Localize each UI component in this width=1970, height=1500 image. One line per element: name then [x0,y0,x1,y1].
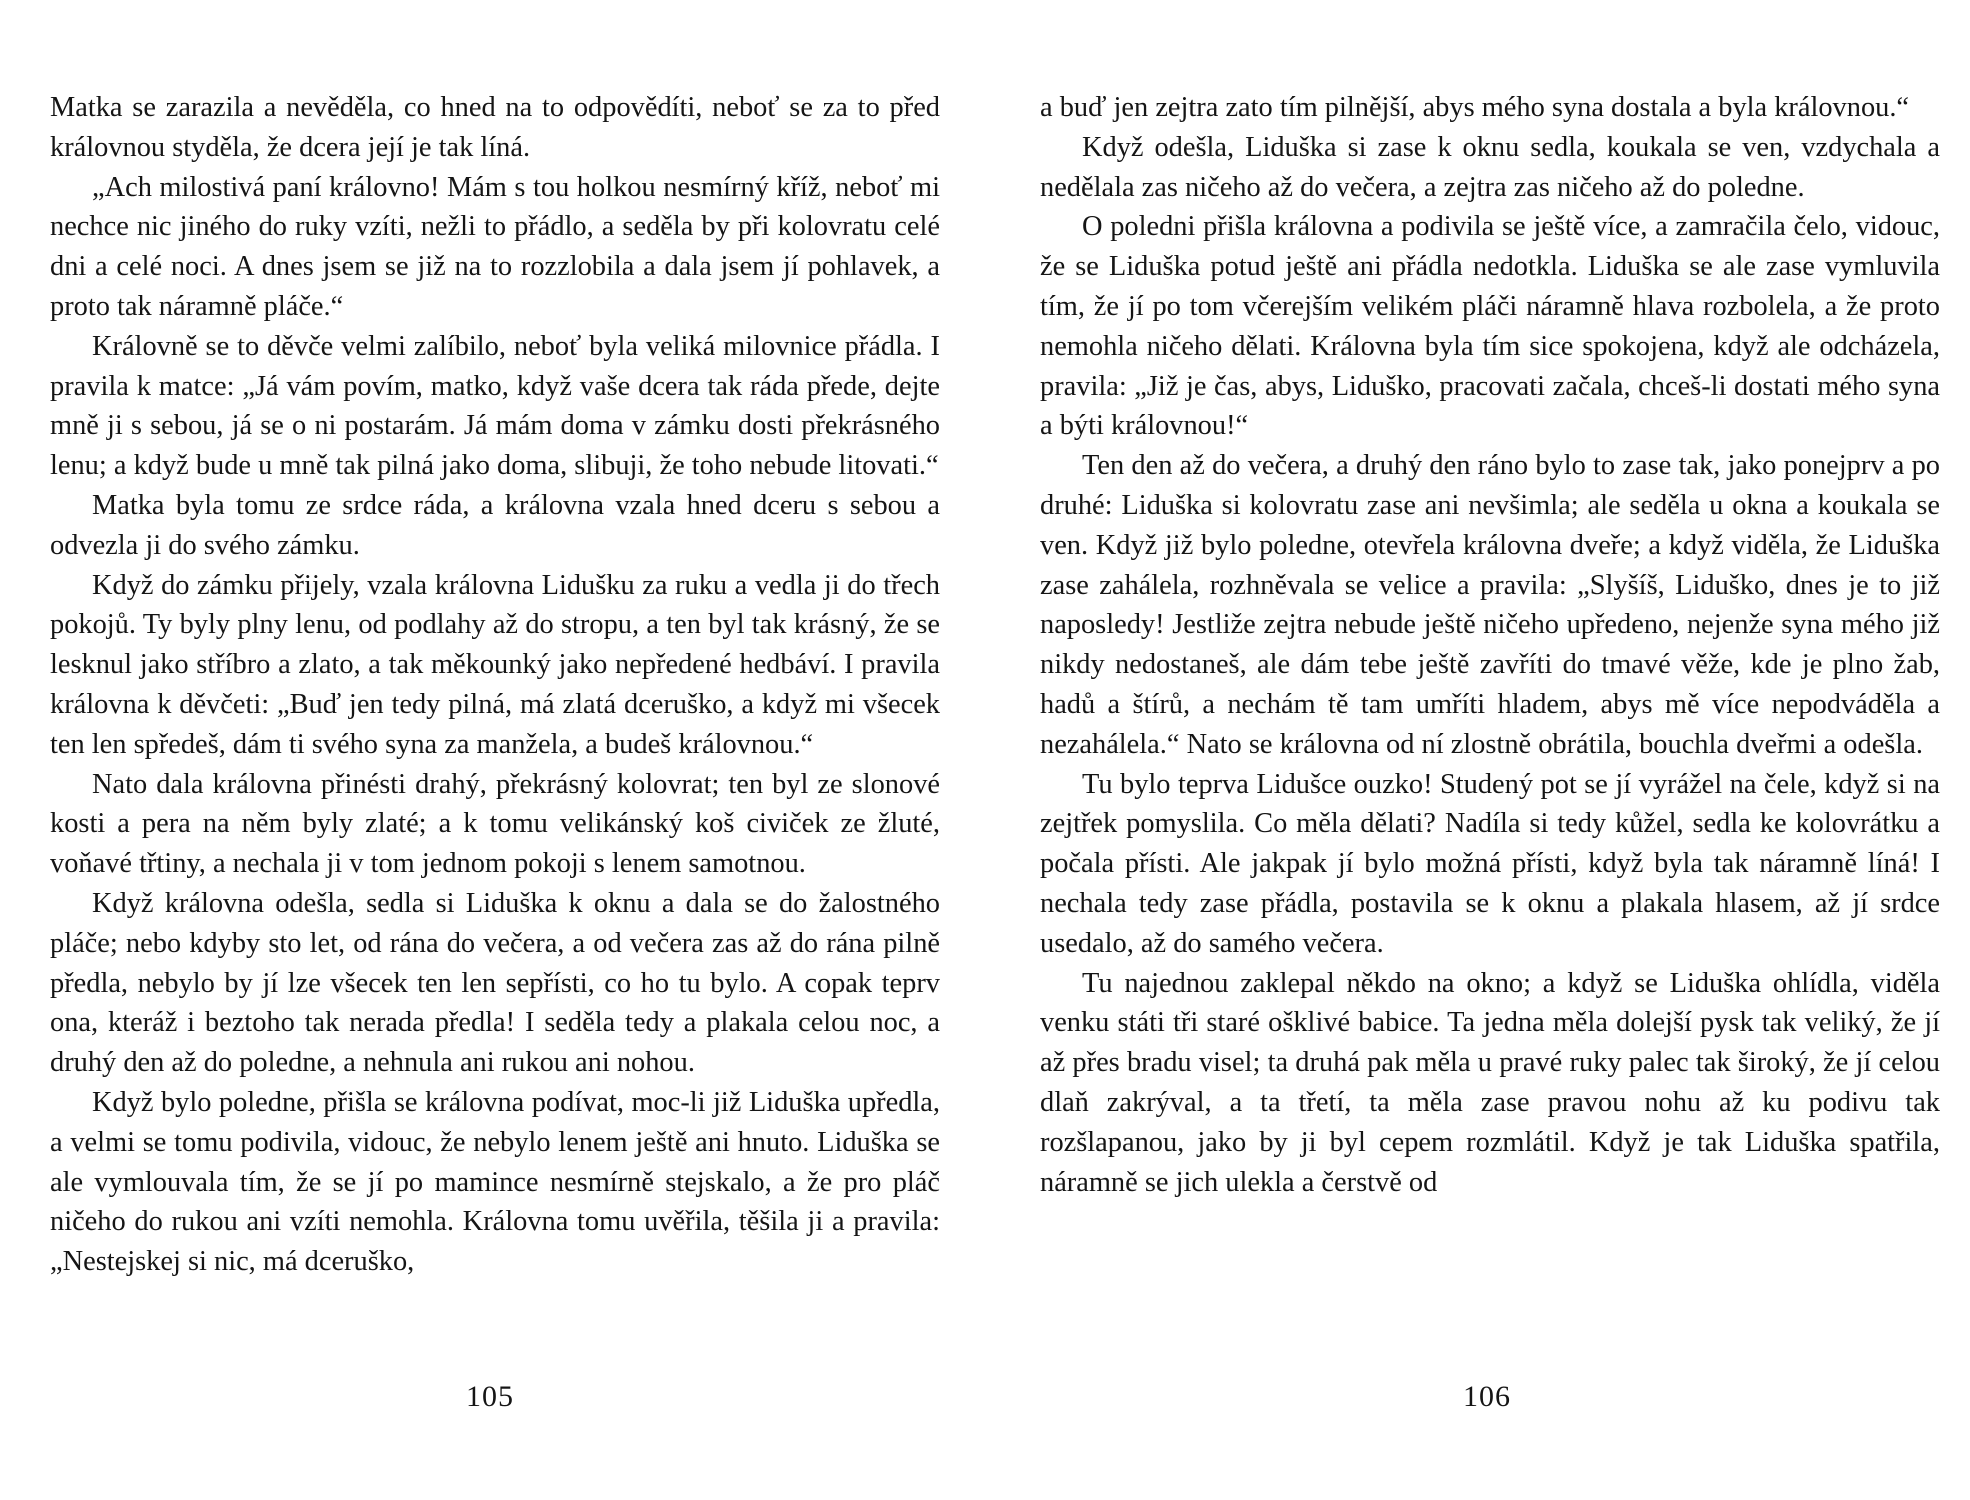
left-page [50,88,940,1388]
paragraph: Když bylo poledne, přišla se královna podívat, moc-li již Liduška upředla, a velmi se tomu podivila, vidouc, že nebylo lenem ještě ani hnuto. Liduška se ale vymlouvala tím, že se jí po mamince nesmírně stejskalo, a že pro pláč ničeho do rukou ani vzíti nemohla. Královna tomu uvěřila, těšila ji a pravila: „Nestejskej si nic, má dceruško, [50,1086,940,1278]
right-page-text [1040,88,1940,1202]
paragraph: Když odešla, Liduška si zase k oknu sedla, koukala se ven, vzdychala a nedělala zas ničeho až do večera, a zejtra zas ničeho až do poledne. [1040,131,1940,203]
paragraph: Tu bylo teprva Lidušce ouzko! Studený pot se jí vyrážel na čele, když si na zejtřek pomyslila. Co měla dělati? Nadíla si tedy kůžel, sedla ke kolovrátku a počala přísti. Ale jakpak jí bylo možná přísti, když byla tak náramně líná! I nechala tedy zase přádla, postavila se k oknu a plakala hlasem, až jí srdce usedalo, až do samého večera. [1040,768,1940,959]
paragraph: Nato dala královna přinésti drahý, překrásný kolovrat; ten byl ze slonové kosti a pera na něm byly zlaté; a k tomu velikánský koš civiček ze žluté, voňavé třtiny, a nechala ji v tom jednom pokoji s lenem samotnou. [50,768,940,880]
paragraph: Matka byla tomu ze srdce ráda, a královna vzala hned dceru s sebou a odvezla ji do svého zámku. [50,489,940,561]
paragraph: O poledni přišla královna a podivila se ještě více, a zamračila čelo, vidouc, že se Liduška potud ještě ani přádla nedotkla. Liduška se ale zase vymluvila tím, že jí po tom včerejším velikém pláči náramně hlava rozbolela, a že proto nemohla ničeho dělati. Královna byla tím sice spokojena, když ale odcházela, pravila: „Již je čas, abys, Liduško, pracovati začala, chceš-li dostati mého syna a býti královnou!“ [1040,211,1940,442]
paragraph: Ten den až do večera, a druhý den ráno bylo to zase tak, jako ponejprv a po druhé: Liduška si kolovratu zase ani nevšimla; ale seděla u okna a koukala se ven. Když již bylo poledne, otevřela královna dveře; a když viděla, že Liduška zase zahálela, rozhněvala se velice a pravila: „Slyšíš, Liduško, dnes je to již naposledy! Jestliže zejtra nebude ještě ničeho upředeno, nejenže syna mého již nikdy nedostaneš, ale dám tebe ještě zavříti do tmavé věže, kde je plno žab, hadů a štírů, a nechám tě tam umříti hladem, abys mě více nepodváděla a nezahálela.“ Nato se královna od ní zlostně obrátila, bouchla dveřmi a odešla. [1040,450,1940,760]
paragraph: Tu najednou zaklepal někdo na okno; a když se Liduška ohlídla, viděla venku státi tři staré ošklivé babice. Ta jedna měla dolejší pysk tak veliký, že jí až přes bradu visel; ta druhá pak měla u pravé ruky palec tak široký, že jí celou dlaň zakrýval, a ta třetí, ta měla zase pravou nohu až ku podivu tak rozšlapanou, jako by ji byl cepem rozmlátil. Když je tak Liduška spatřila, náramně se jich ulekla a čerstvě od [1040,967,1940,1198]
page-number-left: 105 [466,1380,514,1413]
page-number-right: 106 [1463,1380,1511,1413]
paragraph: Když do zámku přijely, vzala královna Lidušku za ruku a vedla ji do třech pokojů. Ty byly plny lenu, od podlahy až do stropu, a ten byl tak krásný, že se lesknul jako stříbro a zlato, a tak měkounký jako nepředené hedbáví. I pravila královna k děvčeti: „Buď jen tedy pilná, má zlatá dceruško, a když mi všecek ten len spředeš, dám ti svého syna za manžela, a budeš královnou.“ [50,569,940,760]
paragraph: „Ach milostivá paní královno! Mám s tou holkou nesmírný kříž, neboť mi nechce nic jiného do ruky vzíti, nežli to přádlo, a seděla by při kolovratu celé dni a celé noci. A dnes jsem se již na to rozzlobila a dala jsem jí pohlavek, a proto tak náramně pláče.“ [50,171,940,322]
right-page [1040,88,1940,1388]
paragraph: Královně se to děvče velmi zalíbilo, neboť byla veliká milovnice přádla. I pravila k matce: „Já vám povím, matko, když vaše dcera tak ráda přede, dejte mně ji s sebou, já se o ni postarám. Já mám doma v zámku dosti překrásného lenu; a když bude u mně tak pilná jako doma, slibuji, že toho nebude litovati.“ [50,330,940,482]
paragraph: Matka se zarazila a nevěděla, co hned na to odpovědíti, neboť se za to před královnou styděla, že dcera její je tak líná. [50,92,940,163]
paragraph: Když královna odešla, sedla si Liduška k oknu a dala se do žalostného pláče; nebo kdyby sto let, od rána do večera, a od večera zas až do rána pilně předla, nebylo by jí lze všecek ten len sepřísti, co ho tu bylo. A copak teprv ona, kteráž i beztoho tak nerada předla! I seděla tedy a plakala celou noc, a druhý den až do poledne, a nehnula ani rukou ani nohou. [50,887,940,1079]
continued-paragraph: a buď jen zejtra zato tím pilnější, abys mého syna dostala a byla královnou.“ [1040,92,1910,123]
left-page-text [50,88,940,1282]
